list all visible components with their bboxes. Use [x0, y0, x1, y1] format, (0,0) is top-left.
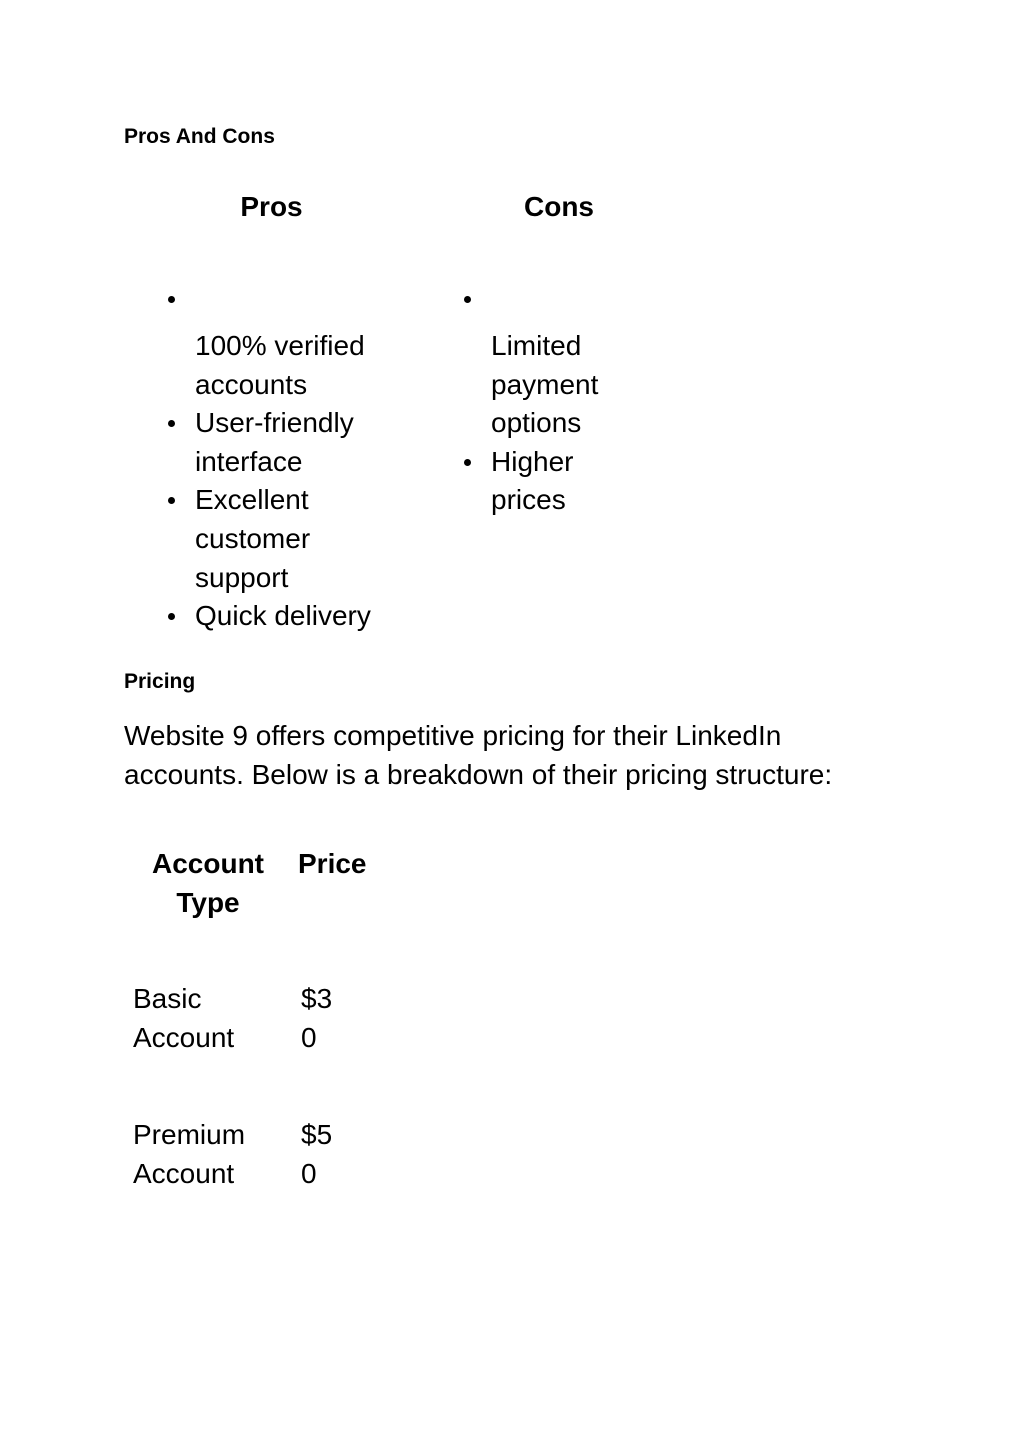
pros-item: Excellent customer support	[124, 481, 404, 597]
table-header-price: Price	[298, 848, 367, 879]
pros-list	[124, 292, 404, 636]
cons-heading: Cons	[524, 191, 594, 222]
cons-item: Limited payment options	[420, 292, 640, 443]
table-cell-account-type: Basic Account	[133, 983, 235, 1053]
section-title-pros-and-cons: Pros And Cons	[124, 125, 275, 148]
pros-heading: Pros	[240, 191, 303, 222]
cons-list	[420, 292, 640, 520]
table-cell-price: $50	[301, 1119, 333, 1189]
table-cell-price: $30	[301, 983, 333, 1053]
table-cell-account-type: Premium Account	[133, 1119, 246, 1189]
pros-item: Quick delivery	[124, 597, 404, 636]
table-header-account-type: Account Type	[152, 848, 264, 918]
cons-item: Higher prices	[420, 443, 640, 520]
pros-item: 100% verified accounts	[124, 292, 404, 404]
pros-item: User-friendly interface	[124, 404, 404, 481]
pricing-intro-paragraph: Website 9 offers competitive pricing for their LinkedIn accounts. Below is a breakdown of their pricing structure:	[124, 720, 833, 790]
section-title-pricing: Pricing	[124, 670, 196, 693]
